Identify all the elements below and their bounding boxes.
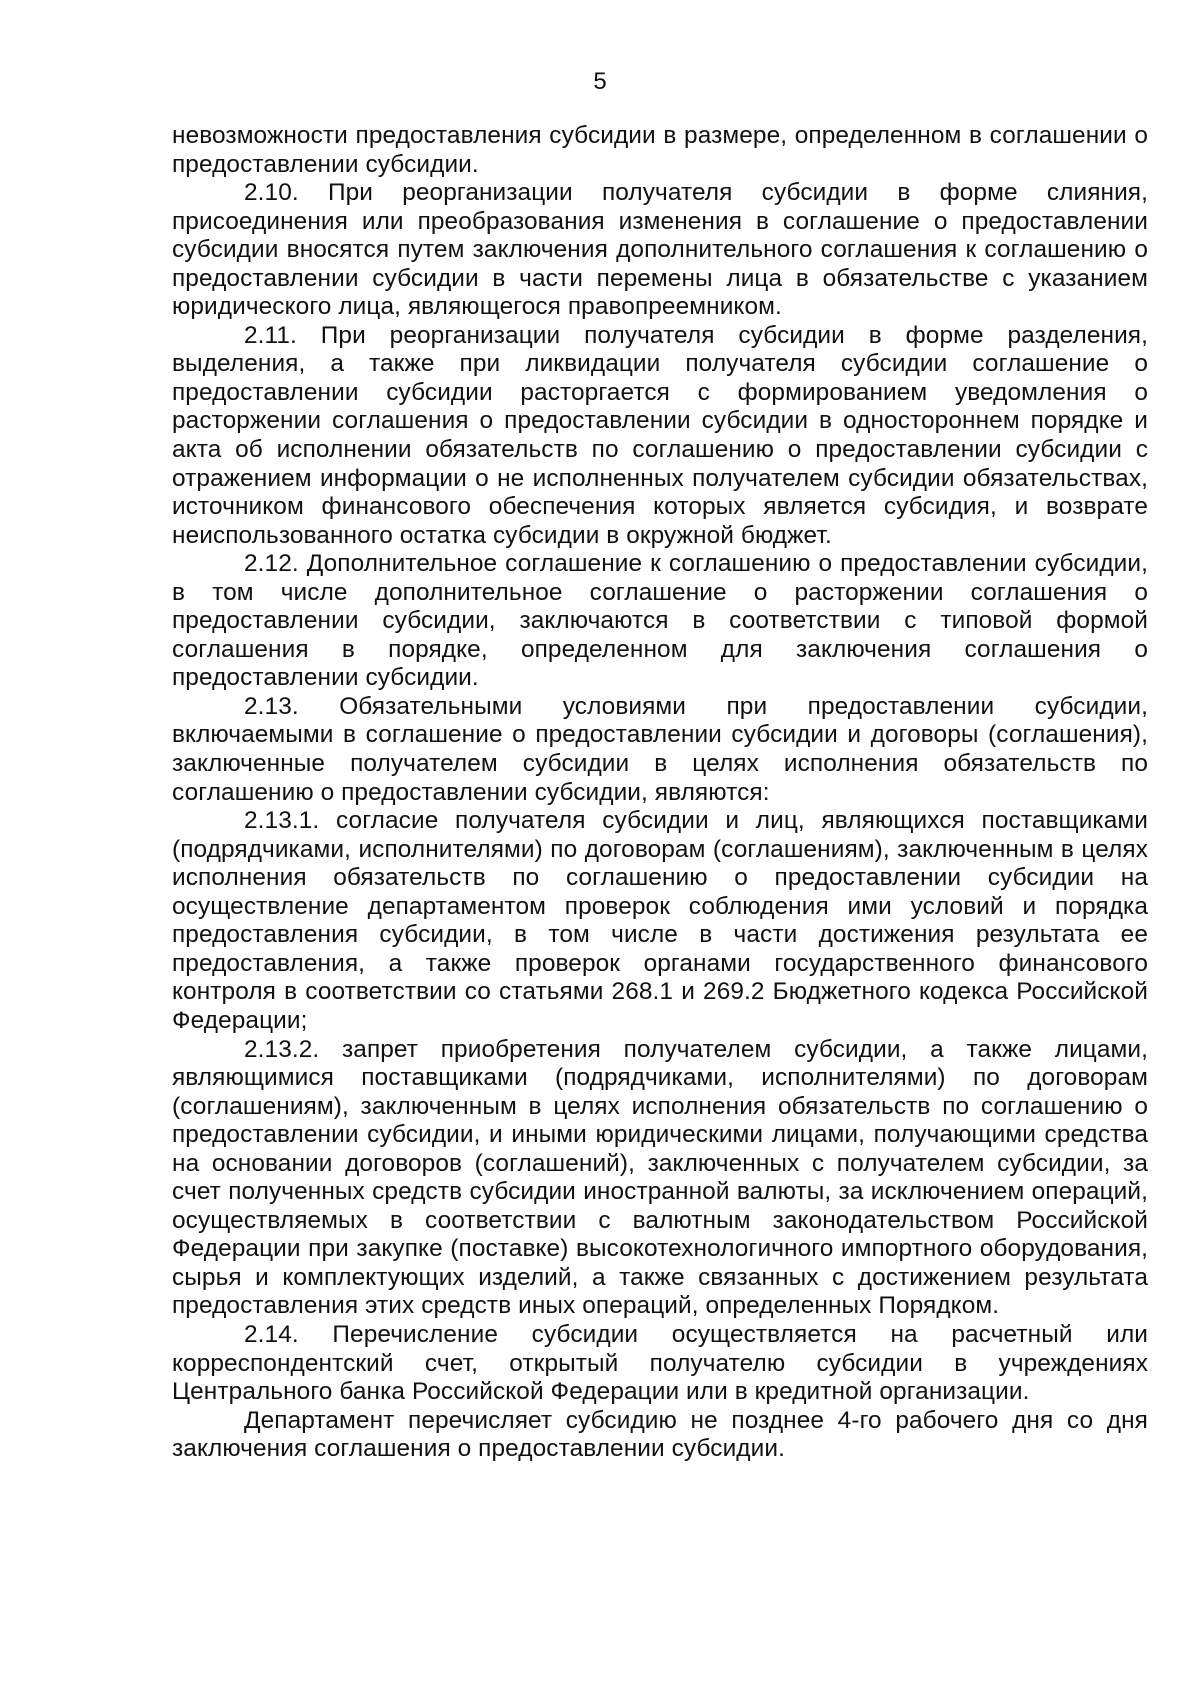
page-number: 5 [593, 68, 607, 95]
paragraph-2-11: 2.11. При реорганизации получателя субсидии в форме разделения, выделения, а также при ликвидации получателя субсидии соглашение о предоставлении субсидии расторгается с формированием уведомления о расторжении соглашения о предоставлении субсидии в одностороннем порядке и акта об исполнении обязательств по соглашению о предоставлении субсидии с отражением информации о не исполненных получателем субсидии обязательствах, источником финансового обеспечения которых является субсидия, и возврате неиспользованного остатка субсидии в окружной бюджет. [172, 321, 1148, 549]
paragraph-2-12: 2.12. Дополнительное соглашение к соглашению о предоставлении субсидии, в том числе дополнительное соглашение о расторжении соглашения о предоставлении субсидии, заключаются в соответствии с типовой формой соглашения в порядке, определенном для заключения соглашения о предоставлении субсидии. [172, 550, 1148, 692]
paragraph-2-10: 2.10. При реорганизации получателя субсидии в форме слияния, присоединения или преобразования изменения в соглашение о предоставлении субсидии вносятся путем заключения дополнительного соглашения к соглашению о предоставлении субсидии в части перемены лица в обязательстве с указанием юридического лица, являющегося правопреемником. [172, 179, 1148, 321]
paragraph-2-13: 2.13. Обязательными условиями при предоставлении субсидии, включаемыми в соглашение о предоставлении субсидии и договоры (соглашения), заключенные получателем субсидии в целях исполнения обязательств по соглашению о предоставлении субсидии, являются: [172, 692, 1148, 806]
paragraph-2-13-1: 2.13.1. согласие получателя субсидии и лиц, являющихся поставщиками (подрядчиками, исполнителями) по договорам (соглашениям), заключенным в целях исполнения обязательств по соглашению о предоставлении субсидии на осуществление департаментом проверок соблюдения ими условий и порядка предоставления субсидии, в том числе в части достижения результата ее предоставления, а также проверок органами государственного финансового контроля в соответствии со статьями 268.1 и 269.2 Бюджетного кодекса Российской Федерации; [172, 807, 1148, 1034]
paragraph-department-transfer: Департамент перечисляет субсидию не позднее 4-го рабочего дня со дня заключения соглашения о предоставлении субсидии. [172, 1406, 1148, 1463]
paragraph-2-13-2: 2.13.2. запрет приобретения получателем субсидии, а также лицами, являющимися поставщиками (подрядчиками, исполнителями) по договорам (соглашениям), заключенным в целях исполнения обязательств по соглашению о предоставлении субсидии, и иными юридическими лицами, получающими средства на основании договоров (соглашений), заключенных с получателем субсидии, за счет полученных средств субсидии иностранной валюты, за исключением операций, осуществляемых в соответствии с валютным законодательством Российской Федерации при закупке (поставке) высокотехнологичного импортного оборудования, сырья и комплектующих изделий, а также связанных с достижением результата предоставления этих средств иных операций, определенных Порядком. [172, 1035, 1148, 1320]
paragraph-continuation: невозможности предоставления субсидии в размере, определенном в соглашении о предоставлении субсидии. [172, 122, 1148, 178]
paragraph-2-14: 2.14. Перечисление субсидии осуществляется на расчетный или корреспондентский счет, открытый получателю субсидии в учреждениях Центрального банка Российской Федерации или в кредитной организации. [172, 1320, 1148, 1406]
document-body [172, 122, 1148, 1464]
